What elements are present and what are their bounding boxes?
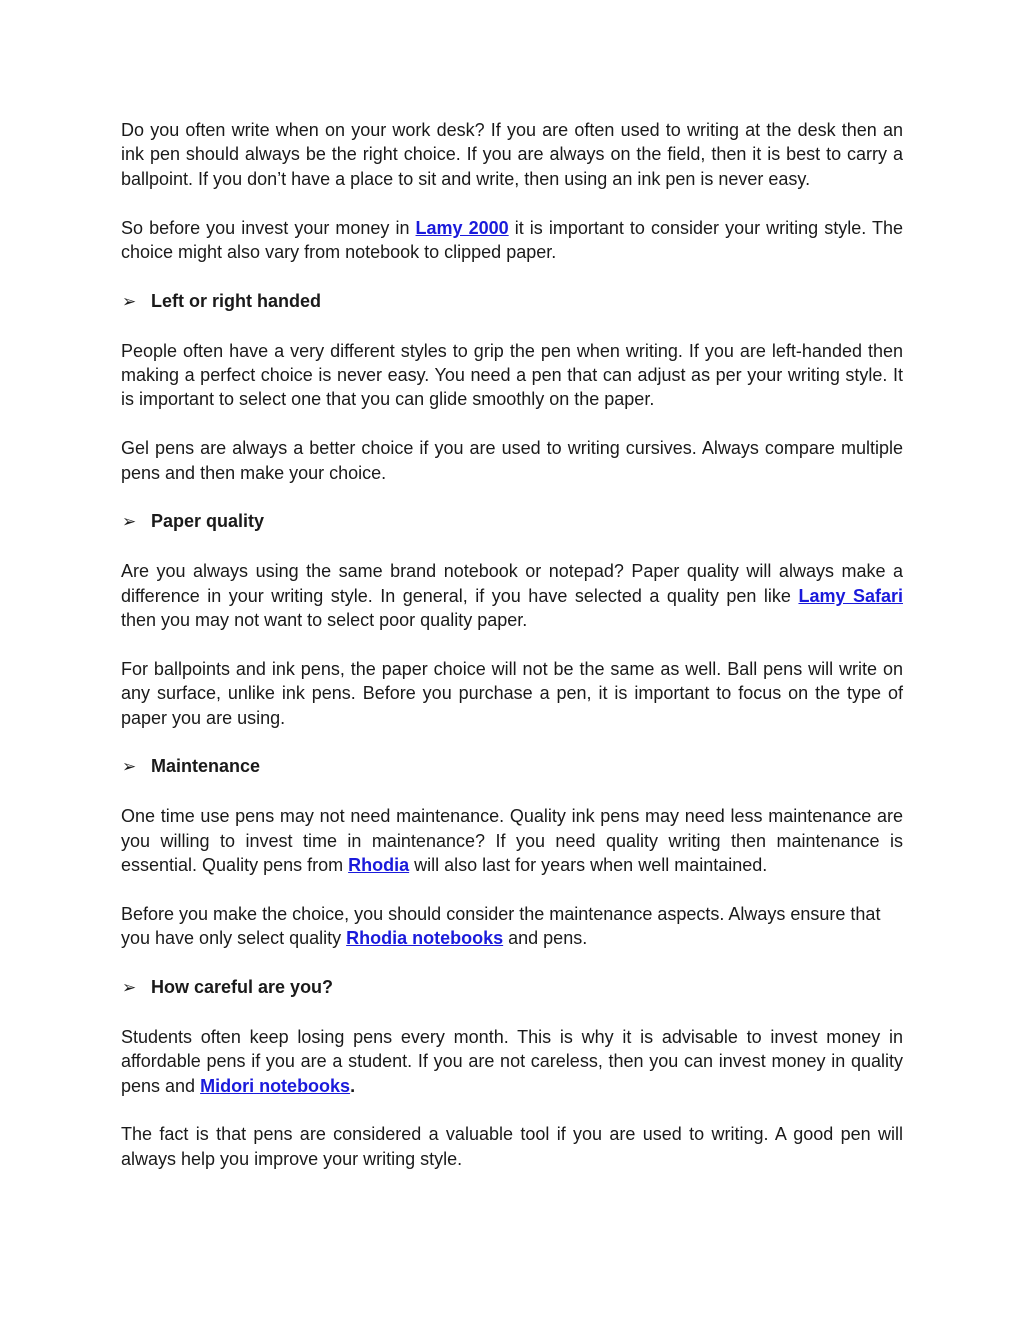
document-page <box>121 118 903 1196</box>
paragraph-text: So before you invest your money in <box>121 217 416 238</box>
section-heading-left-right-handed <box>121 289 903 314</box>
paragraph-lamy-safari <box>121 559 903 632</box>
paragraph-rhodia <box>121 804 903 877</box>
link-rhodia[interactable]: Rhodia <box>348 855 410 876</box>
paragraph-text: . <box>350 1075 356 1096</box>
heading-text: Paper quality <box>151 511 265 532</box>
heading-text: Maintenance <box>151 756 261 777</box>
paragraph-conclusion: The fact is that pens are considered a valuable tool if you are used to writing. A good pen will always help you improve your writing style. <box>121 1124 903 1169</box>
paragraph-rhodia-notebooks <box>121 902 903 951</box>
paragraph-text: it is important to consider your writing style. The choice might also vary from notebook to clipped paper. <box>121 217 903 263</box>
paragraph-text: and pens. <box>503 928 588 949</box>
paragraph-text: then you may not want to select poor quality paper. <box>121 610 528 631</box>
paragraph-text: Before you make the choice, you should consider the maintenance aspects. Always ensure that you have only select quality <box>121 903 881 949</box>
paragraph-text: will also last for years when well maintained. <box>409 855 768 876</box>
paragraph-gel-pens: Gel pens are always a better choice if you are used to writing cursives. Always compare multiple pens and then make your choice. <box>121 438 903 483</box>
heading-text: Left or right handed <box>151 290 321 311</box>
paragraph-ballpoints: For ballpoints and ink pens, the paper choice will not be the same as well. Ball pens will write on any surface, unlike ink pens. Before you purchase a pen, it is important to focus on the type of paper you are using. <box>121 658 903 728</box>
paragraph-text: Are you always using the same brand notebook or notepad? Paper quality will always make a difference in your writing style. In general, if you have selected a quality pen like <box>121 561 903 606</box>
paragraph-grip-style: People often have a very different styles to grip the pen when writing. If you are left-handed then making a perfect choice is never easy. You need a pen that can adjust as per your writing style. It is important to select one that you can glide smoothly on the paper. <box>121 340 903 410</box>
arrow-bullet-icon: ➢ <box>122 757 137 777</box>
section-heading-how-careful <box>121 975 903 1000</box>
arrow-bullet-icon: ➢ <box>122 291 137 311</box>
paragraph-midori <box>121 1025 903 1098</box>
heading-text: How careful are you? <box>151 977 334 998</box>
paragraph-intro: Do you often write when on your work desk? If you are often used to writing at the desk then an ink pen should always be the right choice. If you are always on the field, then it is best to carry a ballpoint. If you don’t have a place to sit and write, then using an ink pen is never easy. <box>121 120 903 189</box>
link-lamy-2000[interactable]: Lamy 2000 <box>415 217 509 238</box>
section-heading-maintenance <box>121 754 903 779</box>
link-lamy-safari[interactable]: Lamy Safari <box>798 585 903 606</box>
paragraph-text: Students often keep losing pens every month. This is why it is advisable to invest money in affordable pens if you are a student. If you are not careless, then you can invest money in quality pens and <box>121 1026 903 1096</box>
paragraph-lamy-2000 <box>121 216 903 265</box>
link-midori-notebooks[interactable]: Midori notebooks <box>200 1075 351 1096</box>
arrow-bullet-icon: ➢ <box>122 978 137 998</box>
section-heading-paper-quality <box>121 509 903 534</box>
link-rhodia-notebooks[interactable]: Rhodia notebooks <box>346 928 504 949</box>
paragraph-text: One time use pens may not need maintenance. Quality ink pens may need less maintenance are you willing to invest time in maintenance? If you need quality writing then maintenance is essential. Quality pens from <box>121 806 903 876</box>
arrow-bullet-icon: ➢ <box>122 512 137 532</box>
